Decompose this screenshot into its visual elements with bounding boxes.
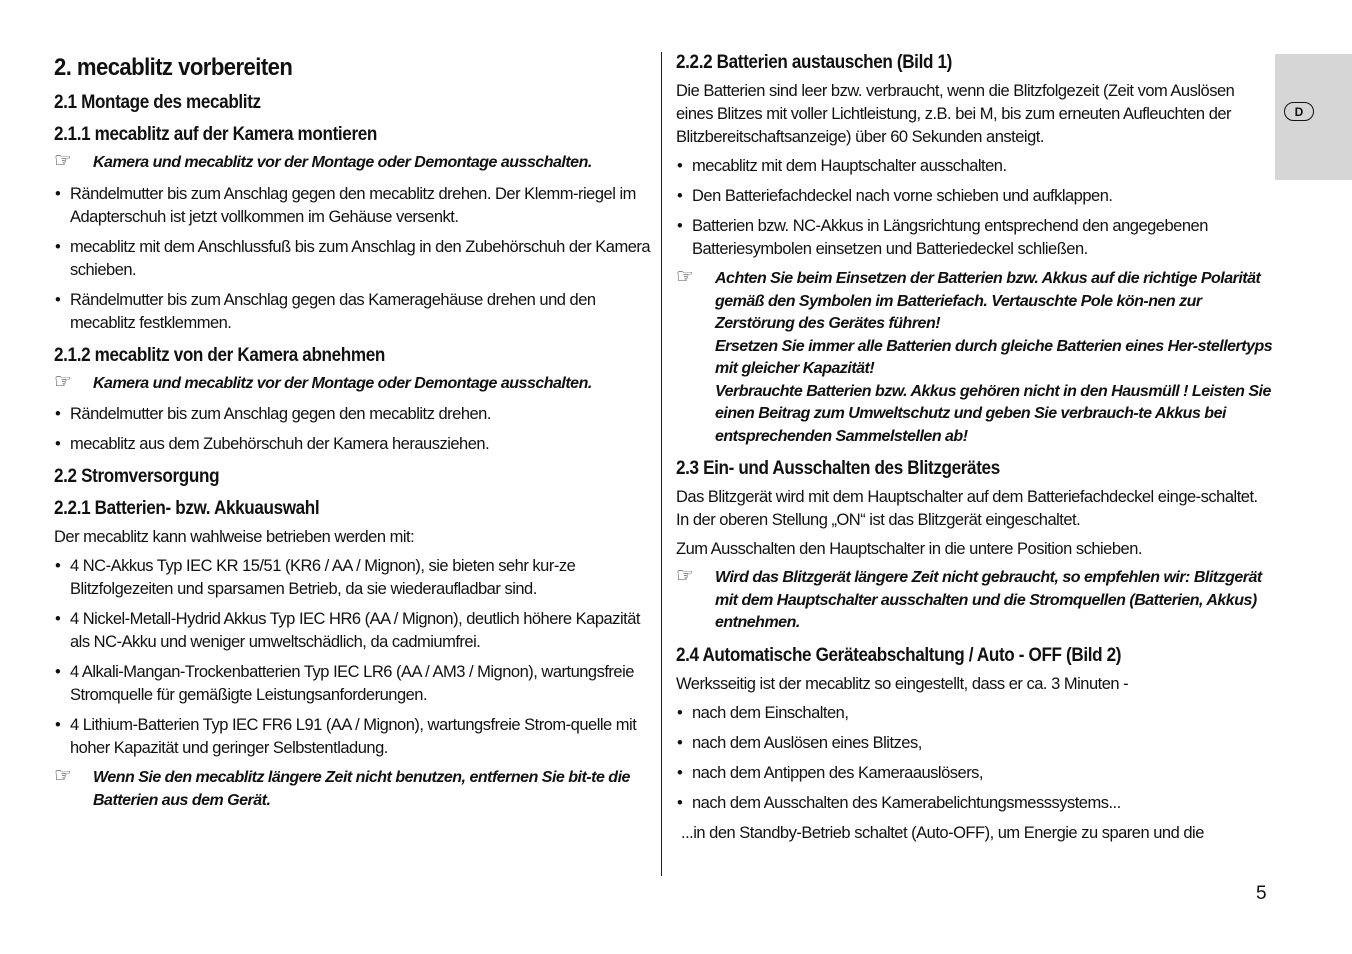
list-item: • mecablitz mit dem Anschlussfuß bis zum Anschlag in den Zubehörschuh der Kamera schieben. xyxy=(54,236,654,282)
section-heading-2-1: 2.1 Montage des mecablitz xyxy=(54,92,261,113)
paragraph: Werksseitig ist der mecablitz so eingestellt, dass er ca. 3 Minuten - xyxy=(676,674,1129,693)
left-column xyxy=(54,50,654,820)
note-text: Achten Sie beim Einsetzen der Batterien bzw. Akkus auf die richtige Polarität gemäß den Symbolen im Batteriefach. Vertauschte Pole kön-nen zur Zerstörung des Gerätes führen! xyxy=(715,270,1261,332)
section-heading-2-2-1: 2.2.1 Batterien- bzw. Akkuauswahl xyxy=(54,498,320,519)
section-heading-2-1-2: 2.1.2 mecablitz von der Kamera abnehmen xyxy=(54,344,385,366)
list-item: • nach dem Auslösen eines Blitzes, xyxy=(676,732,1274,755)
note-text: Verbrauchte Batterien bzw. Akkus gehören nicht in den Hausmüll ! Leisten Sie einen Beitrag zum Umweltschutz und geben Sie verbrauch-te Akkus bei entsprechenden Sammelstellen ab! xyxy=(715,382,1271,445)
pointing-hand-icon: ☞ xyxy=(54,150,72,172)
note-2-3 xyxy=(676,567,1274,635)
list-item: • nach dem Antippen des Kameraauslösers, xyxy=(676,762,1274,785)
paragraph: Das Blitzgerät wird mit dem Hauptschalter auf dem Batteriefachdeckel einge-schaltet. In der oberen Stellung „ON“ ist das Blitzgerät eingeschaltet. xyxy=(676,488,1258,529)
section-heading-2-2-2: 2.2.2 Batterien austauschen (Bild 1) xyxy=(676,52,952,73)
pointing-hand-icon: ☞ xyxy=(676,565,694,587)
list-item: • 4 Lithium-Batterien Typ IEC FR6 L91 (AA / Mignon), wartungsfreie Strom-quelle mit hoher Kapazität und geringer Selbstentladung. xyxy=(54,714,654,760)
note-text: Ersetzen Sie immer alle Batterien durch gleiche Batterien eines Her-stellertyps mit gleicher Kapazität! xyxy=(715,337,1273,377)
list-item: • Rändelmutter bis zum Anschlag gegen das Kameragehäuse drehen und den mecablitz festklemmen. xyxy=(54,289,654,335)
list-item: • Den Batteriefachdeckel nach vorne schieben und aufklappen. xyxy=(676,185,1274,208)
pointing-hand-icon: ☞ xyxy=(54,765,72,787)
list-item: • 4 Alkali-Mangan-Trockenbatterien Typ IEC LR6 (AA / AM3 / Mignon), wartungsfreie Stromquelle für gemäßigte Leistungsanforderungen. xyxy=(54,661,654,707)
note-2-1-1 xyxy=(54,152,654,175)
note-text: Wird das Blitzgerät längere Zeit nicht gebraucht, so empfehlen wir: Blitzgerät mit dem Hauptschalter ausschalten und die Stromquellen (Batterien, Akkus) entnehmen. xyxy=(715,569,1262,631)
note-2-2-2 xyxy=(676,268,1274,448)
note-2-2-1 xyxy=(54,767,654,812)
paragraph: Die Batterien sind leer bzw. verbraucht, wenn die Blitzfolgezeit (Zeit vom Auslösen eines Blitzes mit voller Lichtleistung, z.B. bei M, bis zum erneuten Aufleuchten der Blitzbereitschaftsanzeige) über 60 Sekunden ansteigt. xyxy=(676,82,1235,146)
list-item: • Rändelmutter bis zum Anschlag gegen den mecablitz drehen. xyxy=(54,403,654,426)
chapter-title: 2. mecablitz vorbereiten xyxy=(54,54,293,81)
section-heading-2-3: 2.3 Ein- und Ausschalten des Blitzgerätes xyxy=(676,458,1000,479)
pointing-hand-icon: ☞ xyxy=(676,266,694,288)
list-item: • mecablitz aus dem Zubehörschuh der Kamera herausziehen. xyxy=(54,433,654,456)
note-text: Kamera und mecablitz vor der Montage oder Demontage ausschalten. xyxy=(93,374,592,392)
right-column xyxy=(676,50,1274,845)
list-item: • nach dem Einschalten, xyxy=(676,702,1274,725)
section-heading-2-4: 2.4 Automatische Geräteabschaltung / Auto - OFF (Bild 2) xyxy=(676,644,1122,666)
section-heading-2-1-1: 2.1.1 mecablitz auf der Kamera montieren xyxy=(54,124,377,145)
pointing-hand-icon: ☞ xyxy=(54,370,72,393)
note-text: Wenn Sie den mecablitz längere Zeit nicht benutzen, entfernen Sie bit-te die Batterien aus dem Gerät. xyxy=(93,769,630,809)
section-heading-2-2: 2.2 Stromversorgung xyxy=(54,466,220,487)
paragraph: Zum Ausschalten den Hauptschalter in die untere Position schieben. xyxy=(676,540,1142,558)
list-item: • 4 Nickel-Metall-Hydrid Akkus Typ IEC HR6 (AA / Mignon), deutlich höhere Kapazität als NC-Akku und weniger umweltschädlich, da cadmiumfrei. xyxy=(54,608,654,654)
list-item: • Rändelmutter bis zum Anschlag gegen den mecablitz drehen. Der Klemm-riegel im Adapterschuh ist jetzt vollkommen im Gehäuse versenkt. xyxy=(54,183,654,229)
list-item: • 4 NC-Akkus Typ IEC KR 15/51 (KR6 / AA / Mignon), sie bieten sehr kur-ze Blitzfolgezeiten und sparsamen Betrieb, da sie wiederaufladbar sind. xyxy=(54,555,654,601)
language-badge: D xyxy=(1284,102,1314,121)
list-item: • mecablitz mit dem Hauptschalter ausschalten. xyxy=(676,155,1274,178)
list-item: • Batterien bzw. NC-Akkus in Längsrichtung entsprechend den angegebenen Batteriesymbolen einsetzen und Batteriedeckel schließen. xyxy=(676,215,1274,261)
paragraph: Der mecablitz kann wahlweise betrieben werden mit: xyxy=(54,528,415,546)
list-item: • nach dem Ausschalten des Kamerabelichtungsmesssystems... xyxy=(676,792,1274,815)
page-number: 5 xyxy=(1256,883,1267,904)
continuation-text: ...in den Standby-Betrieb schaltet (Auto-OFF), um Energie zu sparen und die xyxy=(681,823,1204,842)
column-divider xyxy=(661,52,662,876)
note-text: Kamera und mecablitz vor der Montage oder Demontage ausschalten. xyxy=(93,154,592,171)
note-2-1-2 xyxy=(54,370,654,396)
